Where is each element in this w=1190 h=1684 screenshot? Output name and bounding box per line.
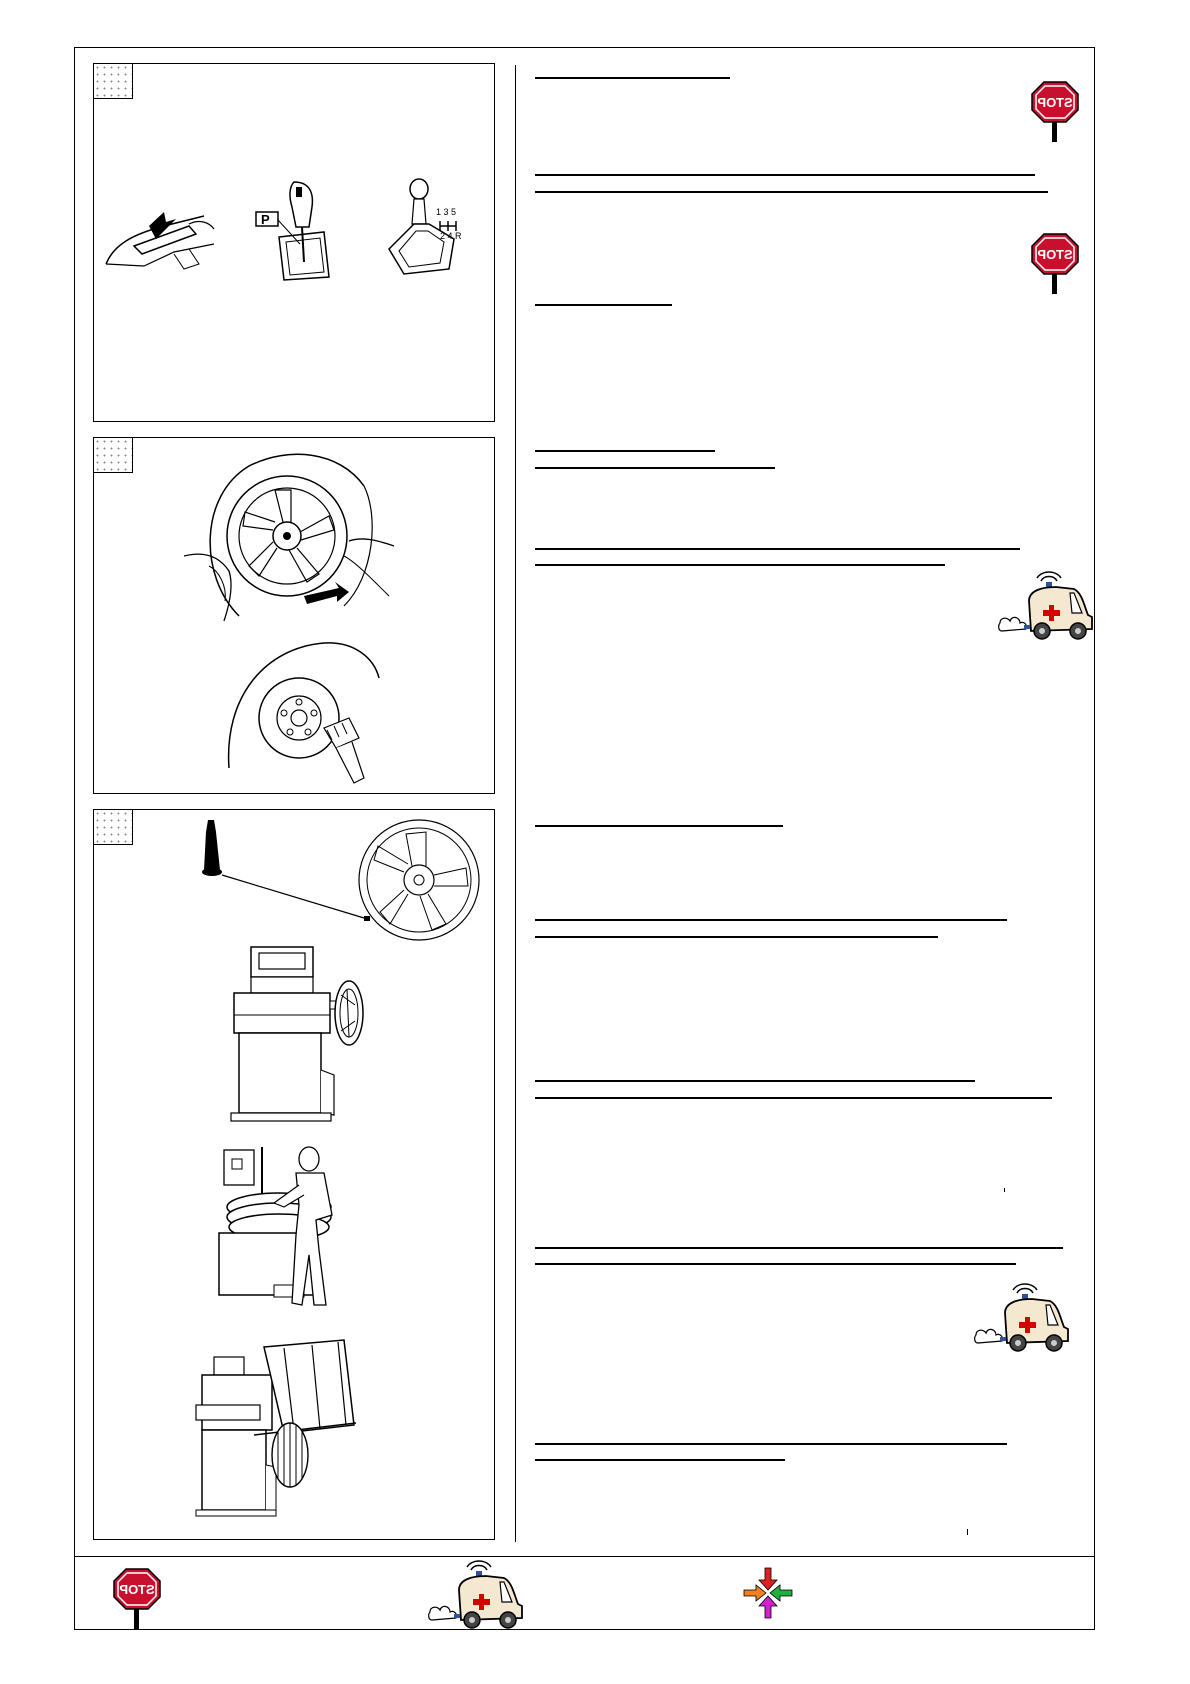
stray-mark [1004, 1188, 1005, 1192]
heading-rule [535, 825, 783, 827]
heading-rule [535, 304, 672, 306]
figure-panel-2 [93, 437, 495, 794]
valve-and-rim-illustration [194, 820, 484, 945]
heading-rule [535, 1097, 1052, 1099]
panel-corner-marker [94, 810, 133, 845]
wheel-removal-illustration [179, 446, 409, 631]
heading-rule [535, 77, 730, 79]
panel-corner-marker [94, 64, 133, 99]
heading-rule [535, 919, 1007, 921]
heading-rule [535, 936, 938, 938]
heading-rule [535, 191, 1048, 193]
heading-rule [535, 174, 1035, 176]
tyre-changer-illustration [204, 1145, 354, 1310]
column-divider [515, 65, 516, 1542]
parking-brake-illustration [104, 204, 219, 279]
ambulance-icon [996, 573, 1096, 641]
footer-separator [74, 1556, 1095, 1557]
gear-pattern-top: 1 3 5 [436, 207, 457, 217]
stop-sign-text: STOP [119, 1582, 155, 1597]
ambulance-icon [972, 1285, 1072, 1353]
panel-corner-marker [94, 438, 133, 473]
compass-arrows-icon [744, 1568, 792, 1618]
wheel-balancer-illustration [229, 945, 369, 1125]
heading-rule [535, 548, 1020, 550]
balancer-with-guard-illustration [194, 1345, 374, 1520]
heading-rule [535, 1247, 1063, 1249]
stop-sign-text: STOP [1037, 95, 1073, 110]
automatic-gear-lever-illustration [254, 182, 334, 282]
gear-pattern-bottom: 2 4 R [440, 231, 462, 241]
stop-sign-text: STOP [1037, 247, 1073, 262]
heading-rule [535, 1459, 785, 1461]
heading-rule [535, 1080, 975, 1082]
ambulance-icon [426, 1562, 526, 1630]
heading-rule [535, 564, 945, 566]
heading-rule [535, 450, 715, 452]
stray-mark [967, 1529, 968, 1535]
park-position-label: P [261, 212, 270, 227]
stop-sign-icon [1030, 232, 1080, 294]
stop-sign-icon [1030, 80, 1080, 142]
figure-panel-3 [93, 809, 495, 1540]
heading-rule [535, 467, 775, 469]
figure-panel-1 [93, 63, 495, 422]
hub-cleaning-illustration [224, 638, 384, 788]
manual-gear-lever-illustration [384, 179, 479, 279]
stop-sign-icon [112, 1567, 162, 1629]
heading-rule [535, 1443, 1007, 1445]
heading-rule [535, 1263, 1016, 1265]
